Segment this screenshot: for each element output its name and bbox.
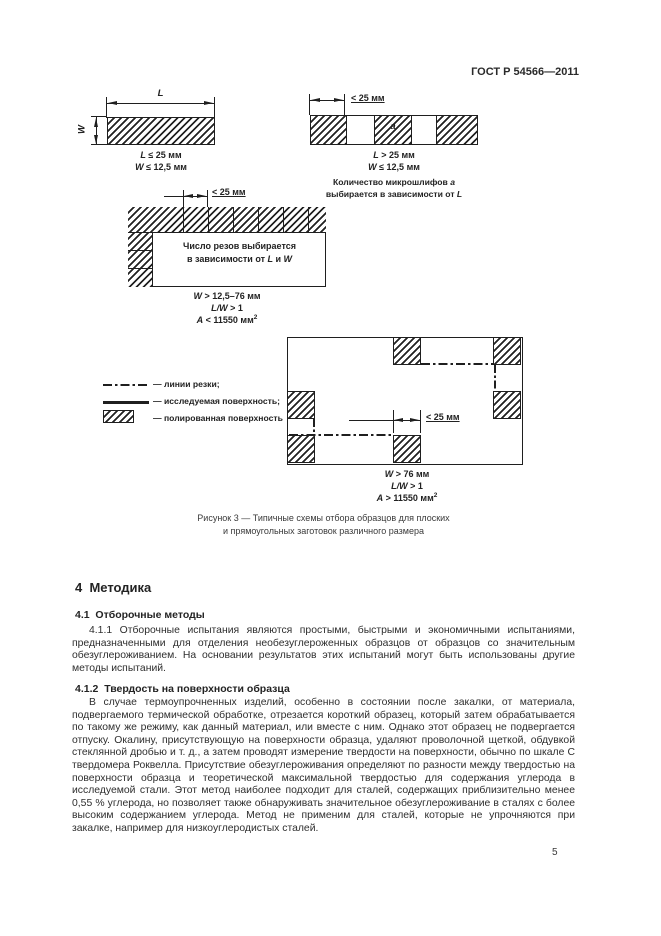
left-strip-hatch bbox=[128, 233, 153, 287]
note-line: выбирается в зависимости от L bbox=[325, 189, 463, 199]
figure-caption-line2: и прямоугольных заготовок различного размера bbox=[223, 526, 424, 536]
cut-line-dash bbox=[421, 363, 493, 365]
cut-divider bbox=[128, 268, 153, 269]
inner-note-line: в зависимости от L и W bbox=[186, 254, 293, 264]
width-dim-tick-bottom bbox=[91, 144, 107, 145]
microsection-count-label: а bbox=[390, 121, 396, 132]
section-heading: 4 Методика bbox=[75, 580, 152, 595]
microsection-hatch-left bbox=[310, 115, 347, 145]
cut-line-dash bbox=[289, 434, 393, 436]
legend-test-surface: — исследуемая поверхность; bbox=[153, 396, 281, 406]
cut-divider bbox=[128, 250, 153, 251]
condition-label: A > 11550 $мм^2$ bbox=[376, 492, 438, 503]
microsection-hatch-right-middle bbox=[493, 391, 521, 419]
cut-divider bbox=[283, 207, 284, 233]
top-strip-hatch bbox=[128, 207, 326, 233]
condition-label: L > 25 мм bbox=[373, 150, 415, 160]
condition-label: W ≤ 12,5 мм bbox=[135, 162, 187, 172]
cut-divider bbox=[308, 207, 309, 233]
length-dim-line bbox=[107, 103, 214, 104]
cut-dim-arrow-right bbox=[197, 194, 206, 198]
length-dim-arrow-right bbox=[204, 101, 213, 105]
length-dim-label: L bbox=[157, 88, 164, 99]
cut-dim-tick-right bbox=[420, 410, 421, 433]
microsection-hatch-top-right bbox=[493, 337, 521, 365]
inner-note-line: Число резов выбирается bbox=[183, 241, 296, 251]
cut-dim-tick-right bbox=[207, 190, 208, 207]
test-surface-symbol bbox=[103, 401, 149, 404]
subsection-heading-4-1: 4.1 Отборочные методы bbox=[75, 609, 205, 621]
cut-dim-label: < 25 мм bbox=[212, 187, 246, 197]
cut-divider bbox=[233, 207, 234, 233]
cut-dim-arrow-left bbox=[184, 194, 193, 198]
condition-label: W > 12,5–76 мм bbox=[193, 291, 261, 301]
legend-polished-surface: — полированная поверхность bbox=[153, 413, 283, 423]
subsection-heading-4-1-2: 4.1.2 Твердость на поверхности образца bbox=[75, 683, 290, 695]
polished-surface-symbol bbox=[103, 410, 134, 423]
section-dim-arrow-right bbox=[334, 98, 343, 102]
microsection-hatch-top-middle bbox=[393, 337, 421, 365]
cut-line-dash bbox=[494, 365, 496, 391]
microsection-hatch-bottom-left bbox=[287, 435, 315, 463]
length-dim-tick-right bbox=[214, 97, 215, 118]
note-line: Количество микрошлифов а bbox=[333, 177, 455, 187]
page-number: 5 bbox=[552, 847, 558, 858]
condition-label: L ≤ 25 мм bbox=[140, 150, 182, 160]
paragraph-4-1-1: 4.1.1 Отборочные испытания являются простыми, быстрыми и экономичными испытаниями, предназначенными для отделения необезуглероженных образцов от образцов со значительным обезуглероживанием. На основании результатов этих испытаний могут быть использованы другие методы испытаний. bbox=[72, 625, 575, 674]
figure-caption-line1: Рисунок 3 — Типичные схемы отбора образцов для плоских bbox=[197, 513, 450, 523]
polished-surface-hatch bbox=[107, 117, 215, 145]
cut-line-dash bbox=[313, 419, 315, 435]
cut-dim-arrow-right bbox=[410, 418, 419, 422]
cut-divider bbox=[258, 207, 259, 233]
condition-label: L/W > 1 bbox=[391, 481, 423, 491]
condition-label: W ≤ 12,5 мм bbox=[368, 162, 420, 172]
microsection-hatch-left-middle bbox=[287, 391, 315, 419]
width-dim-arrow-down bbox=[94, 135, 98, 144]
legend-cut-line: — линии резки; bbox=[153, 379, 220, 389]
condition-label: W > 76 мм bbox=[384, 469, 430, 479]
width-dim-arrow-up bbox=[94, 118, 98, 127]
cut-divider bbox=[208, 207, 209, 233]
section-dim-arrow-left bbox=[311, 98, 320, 102]
microsection-hatch-bottom-middle bbox=[393, 435, 421, 463]
section-dim-tick-right bbox=[344, 94, 345, 115]
microsection-hatch-right bbox=[436, 115, 478, 145]
cut-line-symbol bbox=[103, 384, 149, 386]
condition-label: L/W > 1 bbox=[211, 303, 243, 313]
paragraph-4-1-2: В случае термоупрочненных изделий, особенно в состоянии после закалки, от материала, подвергаемого термической обработке, отрезается короткий образец, который затем обрабатывается по такому же режиму, как данный материал, или вместе с ним. Однако этот образец не подвергается отпуску. Окалину, присутствующую на поверхности образца, удаляют проволочной щеткой, обдувкой стеклянной дробью и т. д., а затем проводят измерение твердости на поверхности, обычно по шкале С твердомера Роквелла. Присутствие обезуглероживания определяют по разности между твердостью на поверхности образца и теоретической максимальной твердостью для содержания углерода в исследуемой стали. Этот метод наиболее подходит для сталей, содержащих приблизительно менее 0,55 % углерода, но позволяет также обнаруживать значительное обезуглероживание в сталях с более высоким содержанием углерода. Метод не применим для сталей, которые не упрочняются при закалке, например для низкоуглеродистых сталей. bbox=[72, 697, 575, 834]
cut-dim-label: < 25 мм bbox=[426, 412, 460, 422]
section-dim-label: < 25 мм bbox=[351, 93, 385, 103]
width-dim-label: W bbox=[76, 125, 88, 134]
cut-dim-tick-left bbox=[183, 190, 184, 207]
cut-dim-arrow-left bbox=[394, 418, 403, 422]
document-number: ГОСТ Р 54566—2011 bbox=[471, 66, 579, 78]
cut-divider bbox=[183, 207, 184, 233]
length-dim-arrow-left bbox=[108, 101, 117, 105]
condition-label: A < 11550 $мм^2$ bbox=[196, 314, 258, 325]
